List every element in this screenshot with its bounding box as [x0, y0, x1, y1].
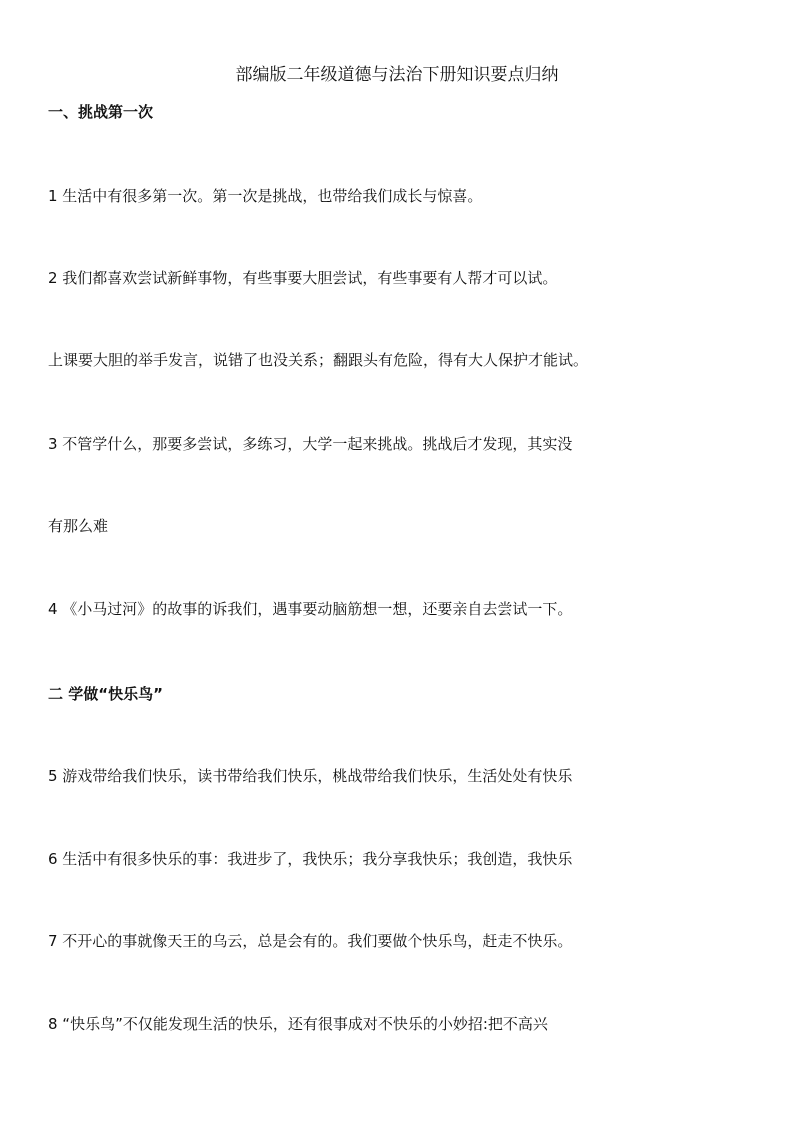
paragraph-line: 7 不开心的事就像天王的乌云，总是会有的。我们要做个快乐鸟，赶走不快乐。	[48, 932, 573, 950]
paragraph-line: 4 《小马过河》的故事的诉我们，遇事要动脑筋想一想，还要亲自去尝试一下。	[48, 600, 573, 618]
paragraph-line: 2 我们都喜欢尝试新鲜事物，有些事要大胆尝试，有些事要有人帮才可以试。	[48, 269, 558, 287]
paragraph-line: 上课要大胆的举手发言，说错了也没关系；翻跟头有危险，得有大人保护才能试。	[48, 351, 589, 369]
paragraph-line: 6 生活中有很多快乐的事：我进步了，我快乐；我分享我快乐；我创造，我快乐	[48, 850, 573, 868]
paragraph-line: 8 “快乐鸟”不仅能发现生活的快乐，还有很事成对不快乐的小妙招:把不高兴	[48, 1015, 548, 1033]
document-title: 部编版二年级道德与法治下册知识要点归纳	[235, 65, 559, 85]
paragraph-line: 有那么难	[48, 517, 109, 535]
section-heading-1: 一、挑战第一次	[48, 103, 154, 121]
paragraph-line: 3 不管学什么，那要多尝试，多练习，大学一起来挑战。挑战后才发现，其实没	[48, 435, 573, 453]
paragraph-line: 5 游戏带给我们快乐，读书带给我们快乐，桃战带给我们快乐，生活处处有快乐	[48, 767, 573, 785]
section-heading-2: 二 学做“快乐鸟”	[48, 685, 163, 703]
paragraph-line: 1 生活中有很多第一次。第一次是挑战，也带给我们成长与惊喜。	[48, 187, 483, 205]
